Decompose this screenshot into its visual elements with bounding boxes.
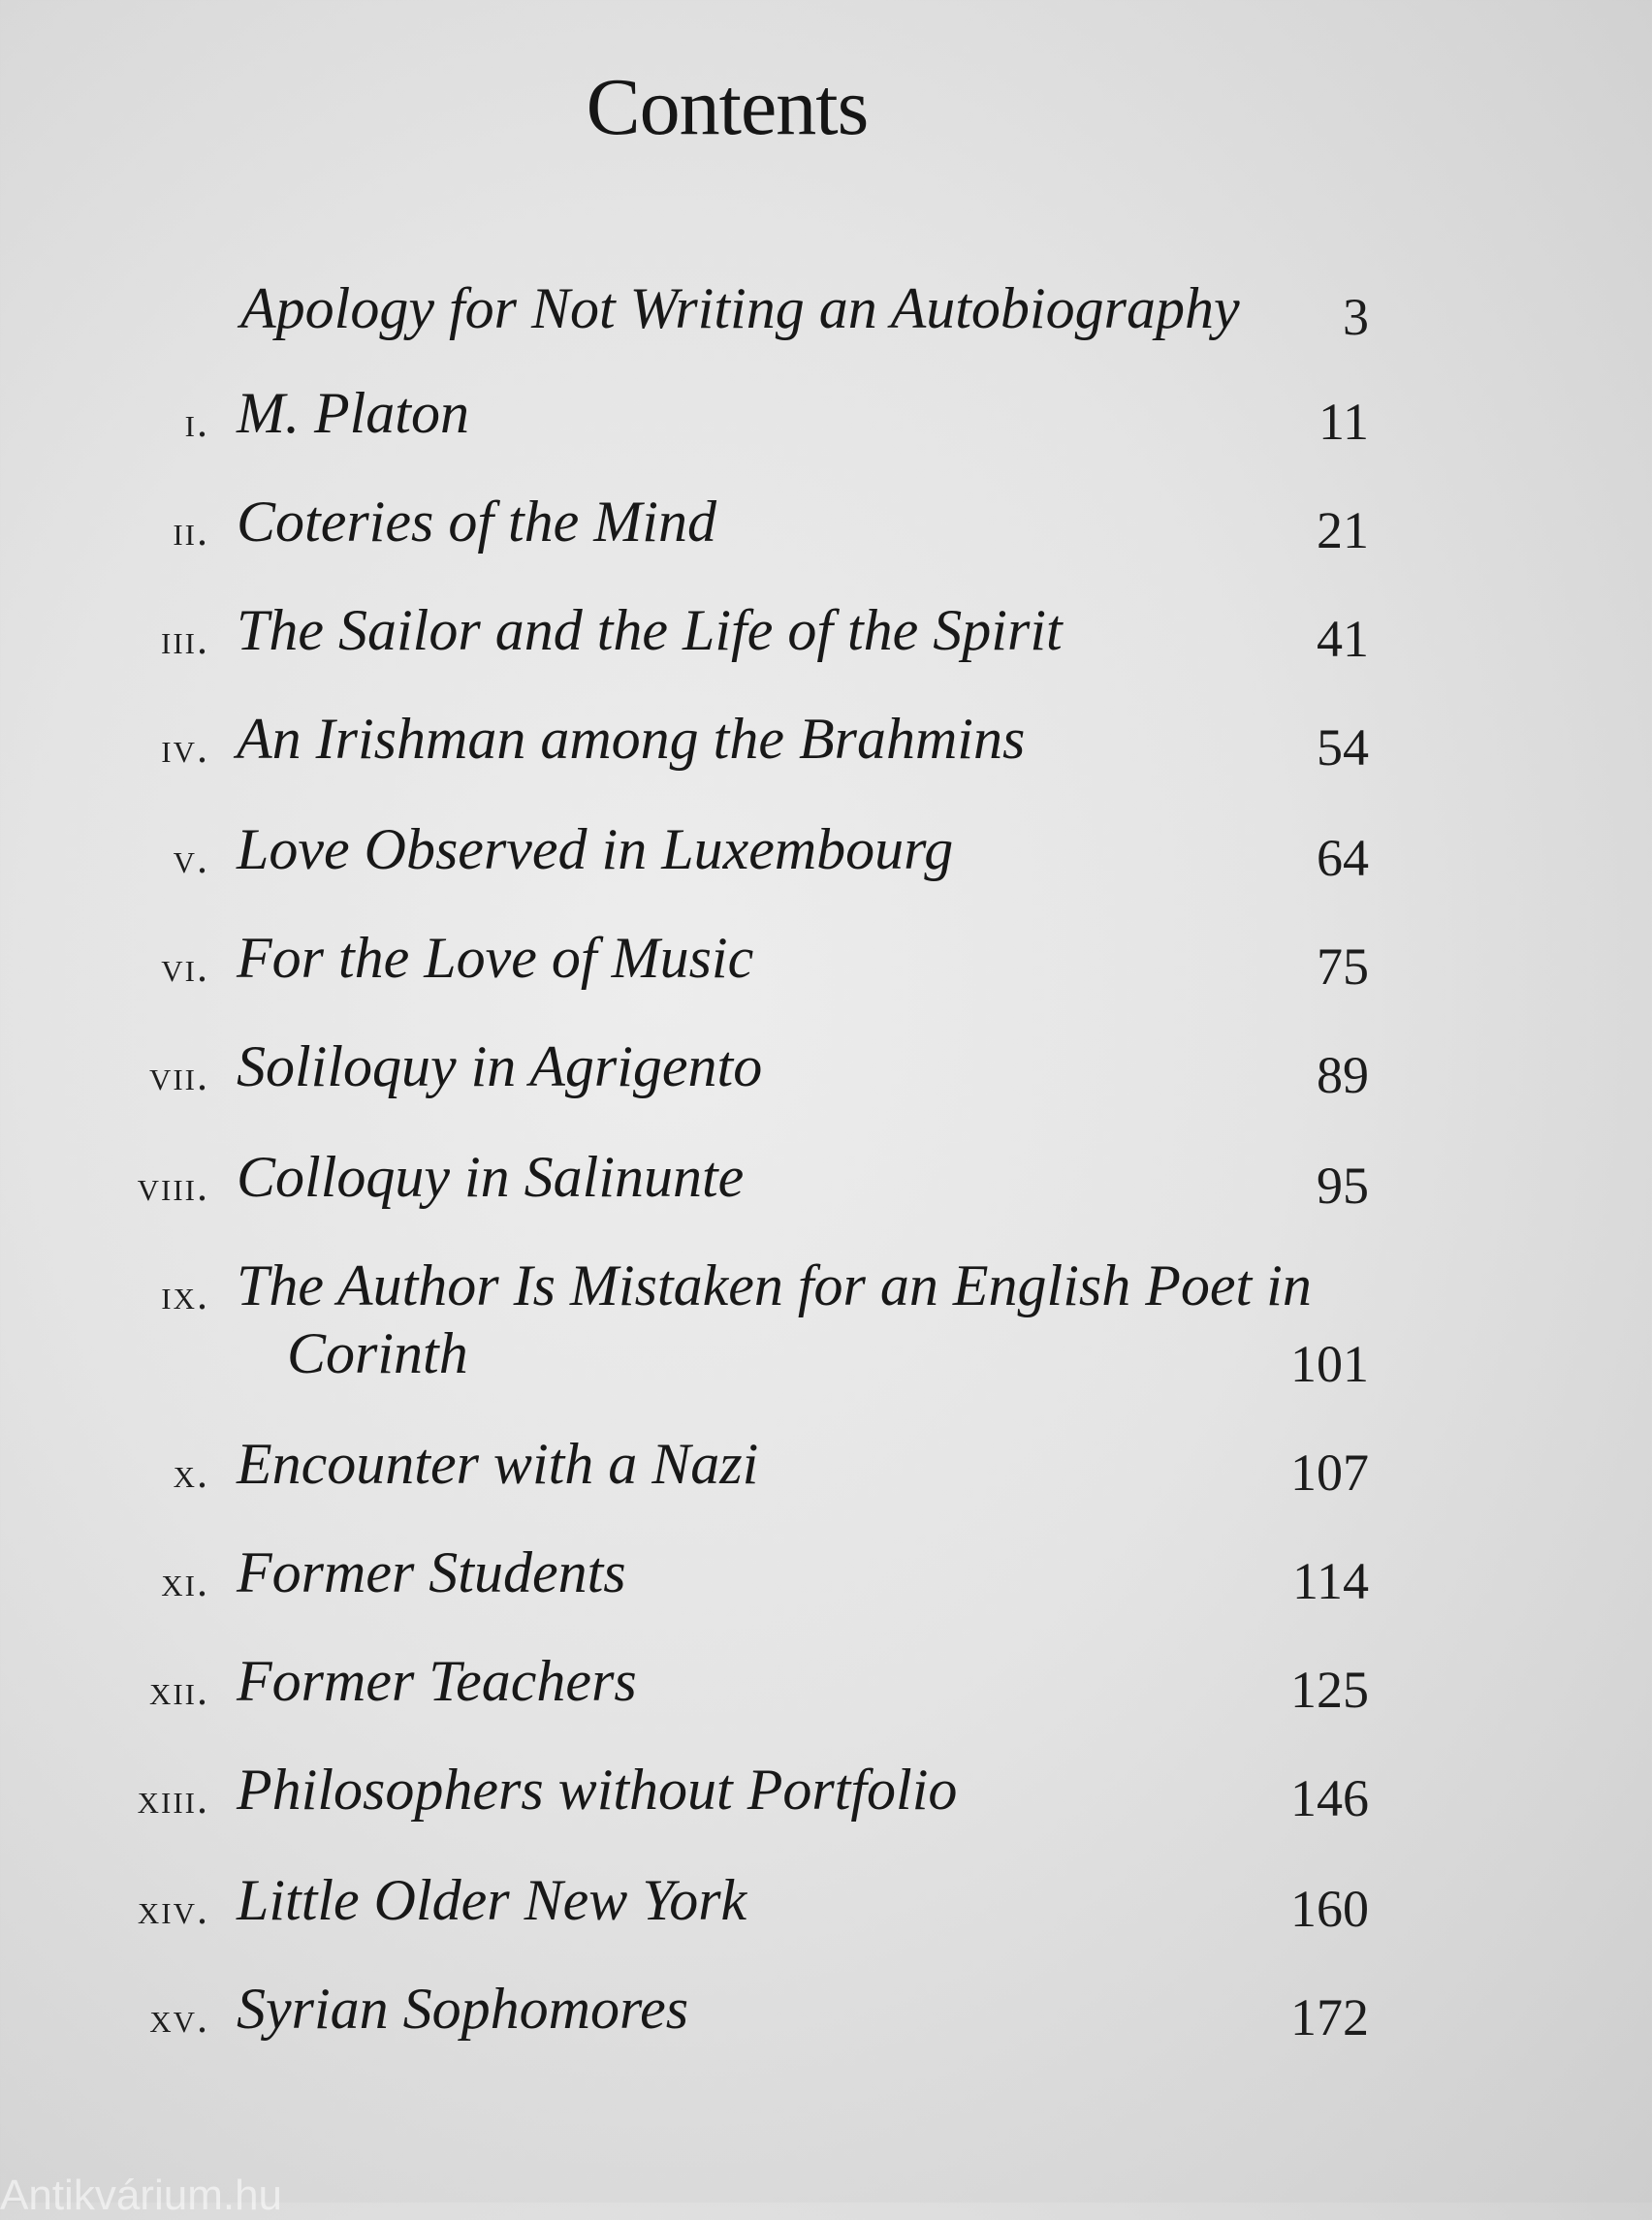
chapter-numeral: ii. (173, 507, 209, 555)
chapter-title: Former Teachers (237, 1649, 637, 1713)
chapter-numeral: iii. (161, 616, 209, 663)
toc-entry (0, 597, 1652, 675)
toc-entry (0, 1033, 1652, 1111)
chapter-numeral: vi. (161, 943, 209, 991)
chapter-numeral: xiii. (137, 1775, 209, 1823)
toc-entry (0, 380, 1652, 458)
chapter-numeral: vii. (148, 1052, 209, 1099)
watermark-text: Antikvárium.hu (0, 2172, 283, 2219)
chapter-numeral: v. (173, 835, 209, 882)
toc-entry (0, 925, 1652, 1002)
page-number: 95 (1317, 1157, 1369, 1215)
page-number: 125 (1290, 1661, 1369, 1719)
page-number: 3 (1343, 288, 1369, 346)
chapter-title: Soliloquy in Agrigento (237, 1034, 763, 1098)
page-number: 107 (1290, 1443, 1369, 1502)
chapter-numeral: x. (173, 1449, 209, 1497)
page-title: Contents (586, 62, 869, 152)
toc-entry (0, 1867, 1652, 1945)
toc-entry (0, 1539, 1652, 1617)
chapter-numeral: xv. (149, 1994, 209, 2042)
page-number: 75 (1317, 937, 1369, 996)
page-number: 21 (1317, 501, 1369, 559)
toc-entry (0, 1648, 1652, 1726)
page-number: 64 (1317, 829, 1369, 887)
chapter-title: Former Students (237, 1540, 626, 1604)
toc-entry (0, 1144, 1652, 1221)
toc-entry (0, 706, 1652, 783)
toc-entry (0, 816, 1652, 894)
toc-entry (0, 1253, 1652, 1398)
chapter-title: Apology for Not Writing an Autobiography (240, 276, 1240, 340)
chapter-numeral: iv. (161, 724, 209, 772)
page-number: 54 (1317, 718, 1369, 777)
chapter-title: The Sailor and the Life of the Spirit (237, 598, 1063, 662)
chapter-title: Colloquy in Salinunte (237, 1145, 745, 1209)
chapter-title: Little Older New York (237, 1868, 747, 1932)
chapter-title: Coteries of the Mind (237, 490, 716, 554)
toc-entry (0, 275, 1652, 353)
page-number: 160 (1290, 1880, 1369, 1938)
chapter-numeral: viii. (137, 1162, 209, 1210)
page-number: 146 (1290, 1769, 1369, 1827)
chapter-numeral: ix. (161, 1271, 209, 1318)
chapter-title: For the Love of Music (237, 926, 754, 990)
chapter-numeral: i. (184, 398, 209, 446)
chapter-title: An Irishman among the Brahmins (237, 707, 1026, 771)
toc-entry (0, 1757, 1652, 1834)
page-number: 11 (1318, 393, 1369, 451)
chapter-title: The Author Is Mistaken for an English Poet in (237, 1253, 1312, 1317)
toc-entry (0, 1431, 1652, 1508)
chapter-title: Syrian Sophomores (237, 1977, 689, 2041)
chapter-numeral: xii. (148, 1666, 209, 1714)
toc-entry (0, 489, 1652, 566)
toc-entry (0, 1976, 1652, 2053)
page-number: 172 (1290, 1988, 1369, 2046)
page-number: 114 (1292, 1552, 1369, 1610)
chapter-title: Philosophers without Portfolio (237, 1758, 958, 1822)
chapter-numeral: xi. (161, 1558, 209, 1605)
chapter-title-continuation: Corinth (287, 1321, 468, 1385)
page-number: 89 (1317, 1046, 1369, 1104)
chapter-title: Encounter with a Nazi (237, 1432, 759, 1496)
page-number: 101 (1290, 1335, 1369, 1393)
chapter-title: M. Platon (237, 381, 469, 445)
page-number: 41 (1317, 610, 1369, 668)
chapter-title: Love Observed in Luxembourg (237, 817, 954, 881)
chapter-numeral: xiv. (137, 1886, 209, 1933)
